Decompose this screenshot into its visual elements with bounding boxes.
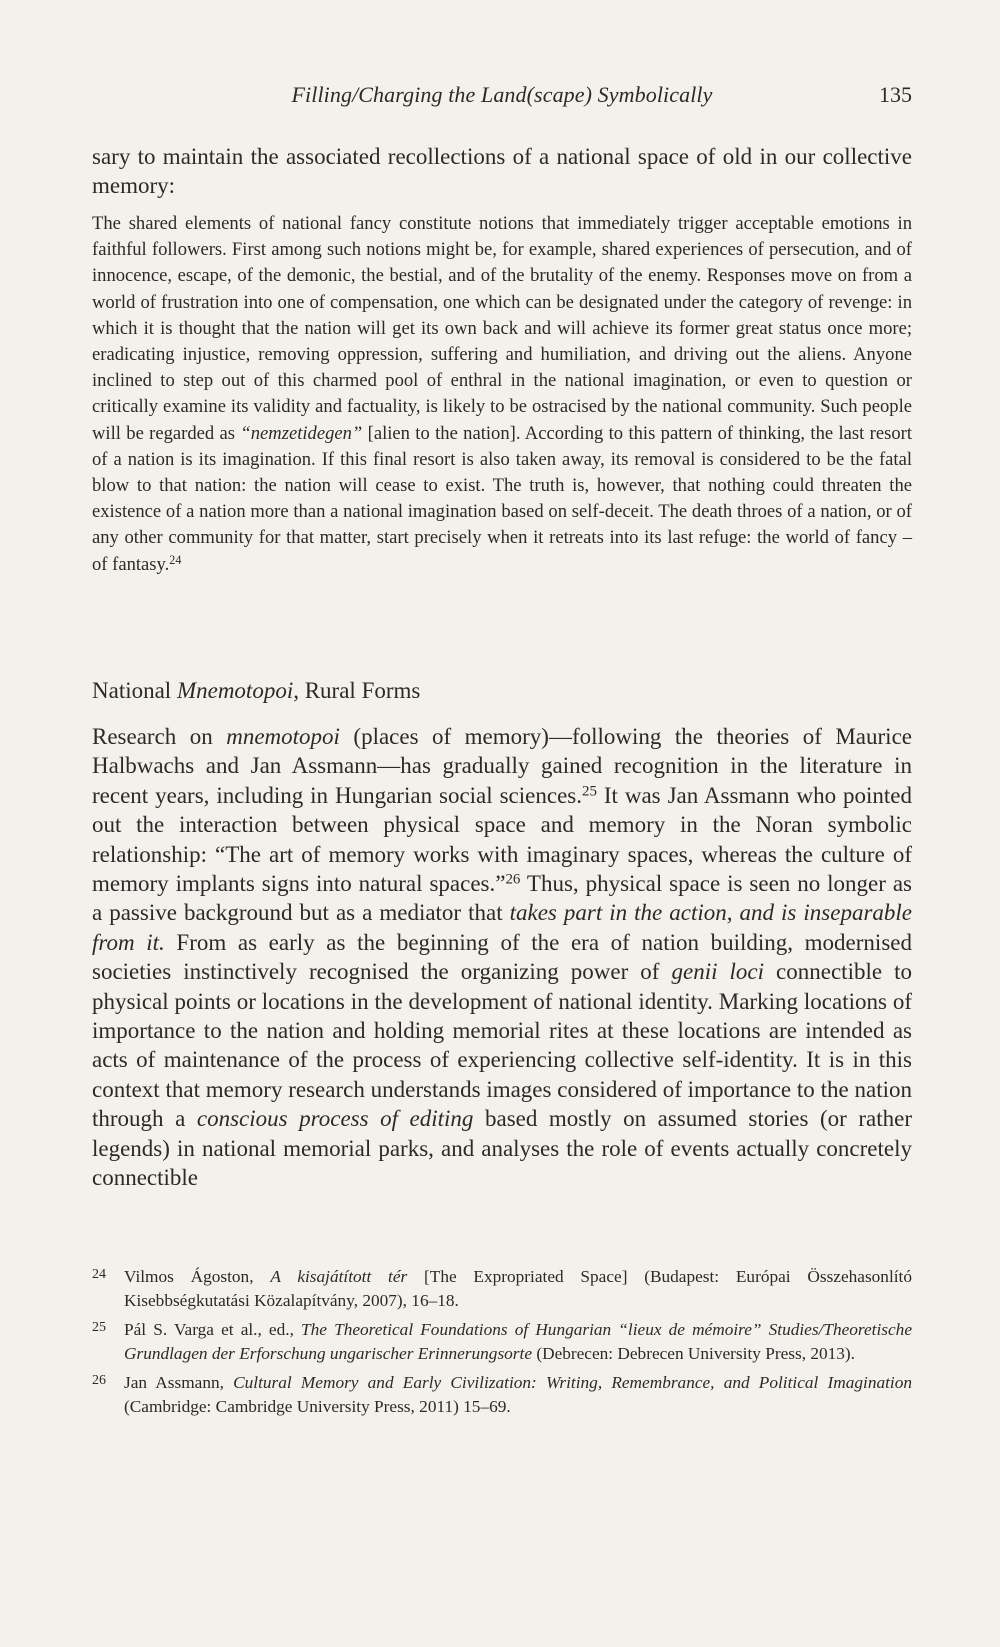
footnote-ref-24[interactable]: 24 bbox=[169, 552, 182, 567]
quote-text-part2: [alien to the nation]. According to this pattern of thinking, the last resort of a nation is its imagination. If this final resort is also taken away, its removal is considered to be the fatal blow to that nation: the nation will cease to exist. The truth is, however, that nothing could threaten the existence of a nation more than a national imagination based on self-deceit. The death throes of a nation, or of any other community for that matter, start precisely when it retreats into its last refuge: the world of fancy – of fantasy. bbox=[92, 422, 912, 575]
running-head bbox=[92, 82, 912, 116]
footnote-ref-25[interactable]: 25 bbox=[581, 783, 597, 800]
body-italic-mnemotopoi: mnemotopoi bbox=[226, 724, 340, 749]
footnote-text: (Cambridge: Cambridge University Press, 2011) 15–69. bbox=[124, 1397, 511, 1416]
footnote-italic-title: The Theoretical Foundations of Hungarian “lieux de mémoire” Studies/Theoretische Grundlagen der Erforschung ungarischer Erinnerungsorte bbox=[124, 1320, 912, 1363]
intro-paragraph-block bbox=[92, 142, 912, 201]
quote-text-part1: The shared elements of national fancy constitute notions that immediately trigger acceptable emotions in faithful followers. First among such notions might be, for example, shared experiences of persecution, and of innocence, escape, of the demonic, the bestial, and of the brutality of the enemy. Responses move on from a world of frustration into one of compensation, one which can be designated under the category of revenge: in which it is thought that the nation will get its own back and will achieve its former great status once more; eradicating injustice, removing oppression, suffering and humiliation, and driving out the aliens. Anyone inclined to step out of this charmed pool of enthral in the national imagination, or even to question or critically examine its validity and factuality, is likely to be ostracised by the national community. Such people will be regarded as bbox=[92, 213, 912, 444]
footnote-number: 24 bbox=[92, 1267, 106, 1282]
footnote-26 bbox=[92, 1369, 912, 1419]
body-text-s4: Thus, physical space is seen no longer as a passive background but as a mediator that bbox=[92, 871, 913, 926]
page-number: 135 bbox=[879, 82, 912, 107]
footnote-text: Jan Assmann, bbox=[124, 1373, 234, 1392]
footnote-number: 26 bbox=[92, 1373, 106, 1388]
footnotes-section bbox=[92, 1263, 912, 1422]
section-heading-italic: Mnemotopoi bbox=[176, 678, 294, 703]
section-heading-block bbox=[92, 676, 912, 706]
intro-paragraph: sary to maintain the associated recollections of a national space of old in our collective memory: bbox=[92, 144, 912, 199]
footnote-24 bbox=[92, 1263, 912, 1313]
footnote-italic-title: Cultural Memory and Early Civilization: Writing, Remembrance, and Political Imagination bbox=[233, 1373, 912, 1392]
footnote-number: 25 bbox=[92, 1320, 106, 1335]
running-title: Filling/Charging the Land(scape) Symbolically bbox=[291, 82, 713, 107]
footnote-ref-26[interactable]: 26 bbox=[505, 871, 521, 888]
body-text-s2: (places of memory)—following the theories of Maurice Halbwachs and Jan Assmann—has gradually gained recognition in the literature in recent years, including in Hungarian social sciences. bbox=[92, 724, 912, 808]
body-text-s5: From as early as the beginning of the era of nation building, modernised societies instinctively recognised the organizing power of bbox=[92, 929, 912, 985]
body-text-s3: It was Jan Assmann who pointed out the interaction between physical space and memory in the Noran symbolic relationship: “The art of memory works with imaginary spaces, whereas the culture of memory implants signs into natural spaces.” bbox=[92, 782, 912, 897]
section-heading-pre: National bbox=[92, 678, 177, 703]
footnote-text: (Debrecen: Debrecen University Press, 2013). bbox=[532, 1344, 855, 1363]
body-text-s6: connectible to physical points or locations in the development of national identity. Marking locations of importance to the nation and holding memorial rites at these locations are intended as acts of maintenance of the process of experiencing collective self-identity. It is in this context that memory research understands images considered of importance to the nation through a bbox=[92, 959, 912, 1132]
footnote-25 bbox=[92, 1316, 912, 1366]
quote-italic-term: “nemzetidegen” bbox=[240, 422, 363, 444]
footnote-italic-title: A kisajátított tér bbox=[270, 1267, 408, 1286]
block-quote-text bbox=[92, 211, 912, 578]
section-heading-post: , Rural Forms bbox=[293, 678, 421, 703]
body-italic-genii-loci: genii loci bbox=[671, 959, 765, 985]
footnote-text: [The Expropriated Space] (Budapest: Európai Összehasonlító Kisebbségkutatási Közalapítvány, 2007), 16–18. bbox=[124, 1267, 912, 1310]
body-text-s7: based mostly on assumed stories (or rather legends) in national memorial parks, and analyses the role of events actually concretely connectible bbox=[92, 1106, 912, 1191]
section-heading bbox=[92, 676, 912, 706]
body-italic-takes-part: takes part in the action, and is inseparable from it. bbox=[92, 900, 912, 955]
body-italic-conscious-process: conscious process of editing bbox=[196, 1106, 474, 1132]
body-text-s1: Research on bbox=[92, 724, 227, 749]
block-quote bbox=[92, 211, 912, 578]
footnote-text: Vilmos Ágoston, bbox=[124, 1267, 271, 1286]
footnote-text: Pál S. Varga et al., ed., bbox=[124, 1320, 302, 1339]
main-paragraph bbox=[92, 722, 912, 1193]
main-paragraph-block bbox=[92, 722, 912, 1193]
